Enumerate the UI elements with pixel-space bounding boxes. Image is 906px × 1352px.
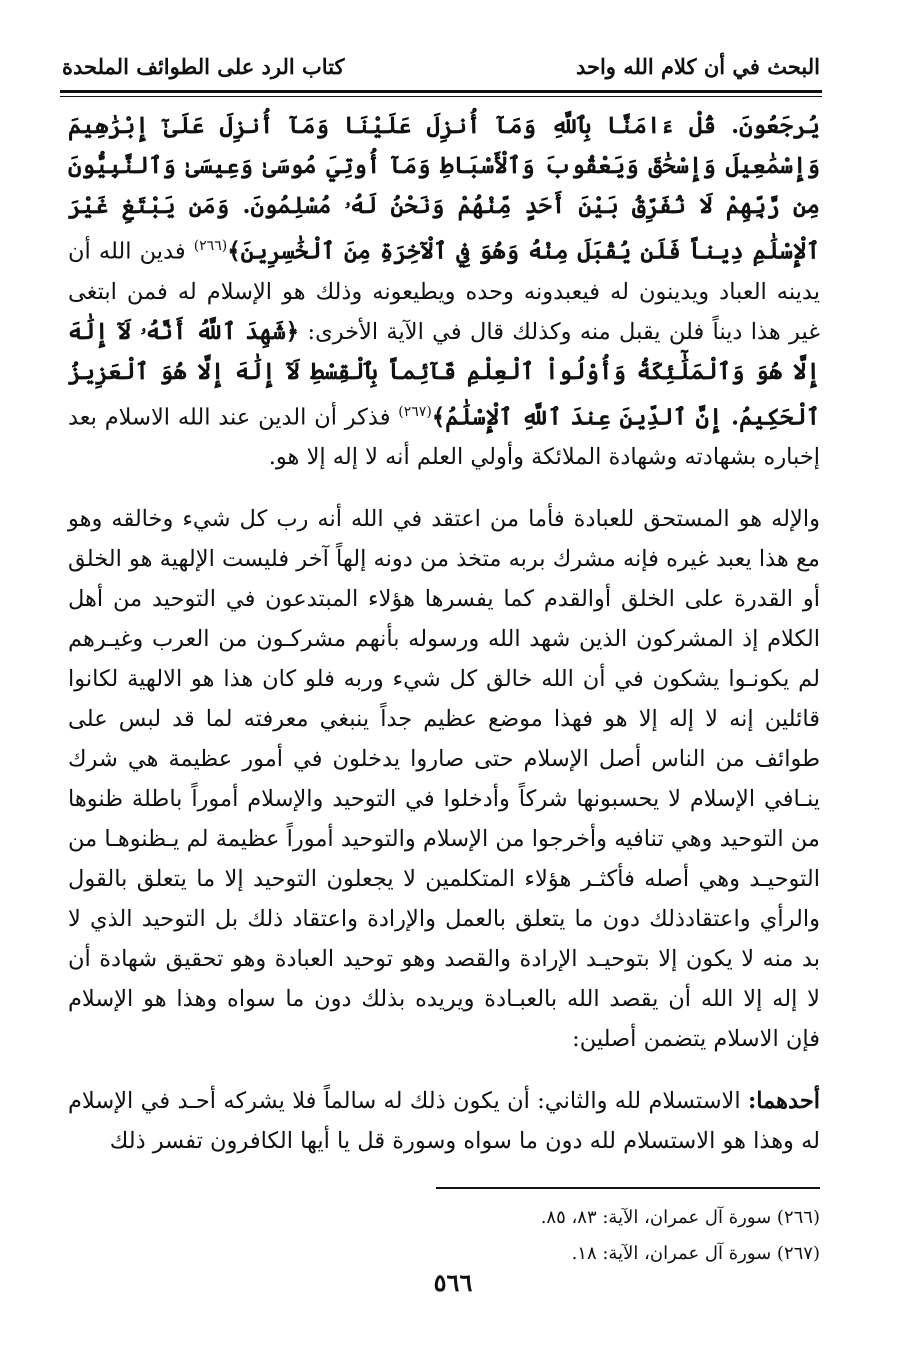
footnote-ref-267: (٢٦٧) (398, 403, 432, 420)
header-chapter-title: البحث في أن كلام الله واحد (575, 53, 820, 79)
running-header (62, 46, 820, 86)
footnote-divider (436, 1187, 820, 1189)
footnotes (300, 1200, 820, 1272)
paragraph-3 (68, 1081, 820, 1161)
paragraph-2: والإله هو المستحق للعبادة فأما من اعتقد في الله أنه رب كل شيء وخالقه وهو مع هذا يعبد غيره فإنه مشرك بربه متخذ من دونه إلهاً آخر فليست الإلهية هو الخلق أو القدرة على الخلق أوالقدم كما يفسرها هؤلاء المبتدعون في التوحيد من أهل الكلام إذ المشركون الذين شهد الله ورسوله بأنهم مشركـون من العرب وغيـرهم لم يكونـوا يشكون في أن الله خالق كل شيء وربه فلو كان هذا هو الالهية لكانوا قائلين إنه لا إله إلا هو فهذا موضع عظيم جداً ينبغي معرفته لما قد لبس على طوائف من الناس أصل الإسلام حتى صاروا يدخلون في أمور عظيمة هي شرك ينـافي الإسلام لا يحسبونها شركاً وأدخلوا في التوحيد والإسلام أموراً باطلة ظنوها من التوحيد وهي تنافيه وأخرجوا من الإسلام والتوحيد أموراً عظيمة لم يـظنوهـا من التوحيـد وهي أصله فأكثـر هؤلاء المتكلمين لا يجعلون التوحيد إلا ما يتعلق بالقول والرأي واعتقادذلك دون ما يتعلق بالعمل والإرادة واعتقاد ذلك بل التوحيد الذي لا بد منه لا يكون إلا بتوحيـد الإرادة والقصد وهو توحيد العبادة وهو تحقيق شهادة أن لا إله إلا الله أن يقصد الله بالعبـادة ويريده بذلك دون ما سواه وهذا هو الإسلام فإن الاسلام يتضمن أصلين: (68, 506, 820, 1052)
paragraph-1-text-a: فدين الله أن يدينه العباد ويدينون له فيعبدونه وحده ويطيعونه وذلك هو الإسلام له فمن ابتغى غير هذا ديناً فلن يقبل منه وكذلك قال في الآية الأخرى: (68, 238, 821, 345)
main-text (68, 106, 820, 1161)
paragraph-1-text-b: فذكر أن الدين عند الله الاسلام بعد إخباره بشهادته وشهادة الملائكة وأولي العلم أنه لا إله إلا هو. (68, 404, 820, 470)
quran-verse-2: ﴿شَهِدَ ٱللَّهُ أَنَّهُۥ لَآ إِلَٰهَ إِلَّا هُوَ وَٱلْمَلَٰٓئِكَةُ وَأُوْلُواْ ٱلْعِلْمِ قَآئِماً بِٱلْقِسْطِ لَآ إِلَٰهَ إِلَّا هُوَ ٱلْعَزِيزُ ٱلْحَكِيمُ. إِنَّ ٱلدِّينَ عِندَ ٱللَّهِ ٱلْإِسْلَٰمُ﴾ (68, 317, 821, 430)
footnote-ref-266: (٢٦٦) (193, 238, 228, 254)
page-number: ٥٦٦ (433, 1268, 473, 1297)
footnote-267: (٢٦٧) سورة آل عمران، الآية: ١٨. (571, 1243, 820, 1264)
header-divider (60, 90, 822, 97)
paragraph-3-lead: أحدهما: (747, 1088, 820, 1114)
quran-verse-1: يُرجَعُونَ. قُلْ ءَامَنَّا بِٱللَّهِ وَمَآ أُنزِلَ عَلَيْنَا وَمَآ أُنزِلَ عَلَىٰٓ إِبْرَٰهِيمَ وَإِسْمَٰعِيلَ وَإِسْحَٰقَ وَيَعْقُوبَ وَٱلْأَسْبَاطِ وَمَآ أُوتِيَ مُوسَىٰ وَعِيسَىٰ وَٱلنَّبِيُّونَ مِن رَّبِّهِمْ لَا نُفَرِّقُ بَيْنَ أَحَدٍ مِّنْهُمْ وَنَحْنُ لَهُۥ مُسْلِمُونَ. وَمَن يَبْتَغِ غَيْرَ ٱلْإِسْلَٰمِ دِيناً فَلَن يُقْبَلَ مِنْهُ وَهُوَ فِي ٱلْآخِرَةِ مِنَ ٱلْخَٰسِرِينَ﴾ (68, 112, 820, 265)
footnote-266: (٢٦٦) سورة آل عمران، الآية: ٨٣، ٨٥. (540, 1207, 820, 1228)
paragraph-1 (68, 106, 820, 477)
header-book-title: كتاب الرد على الطوائف الملحدة (62, 53, 345, 79)
paragraph-3-text: الاستسلام لله والثاني: أن يكون ذلك له سالماً فلا يشركه أحـد في الإسلام له وهذا هو الاستسلام لله دون ما سواه وسورة قل يا أيها الكافرون تفسر ذلك (68, 1088, 820, 1154)
